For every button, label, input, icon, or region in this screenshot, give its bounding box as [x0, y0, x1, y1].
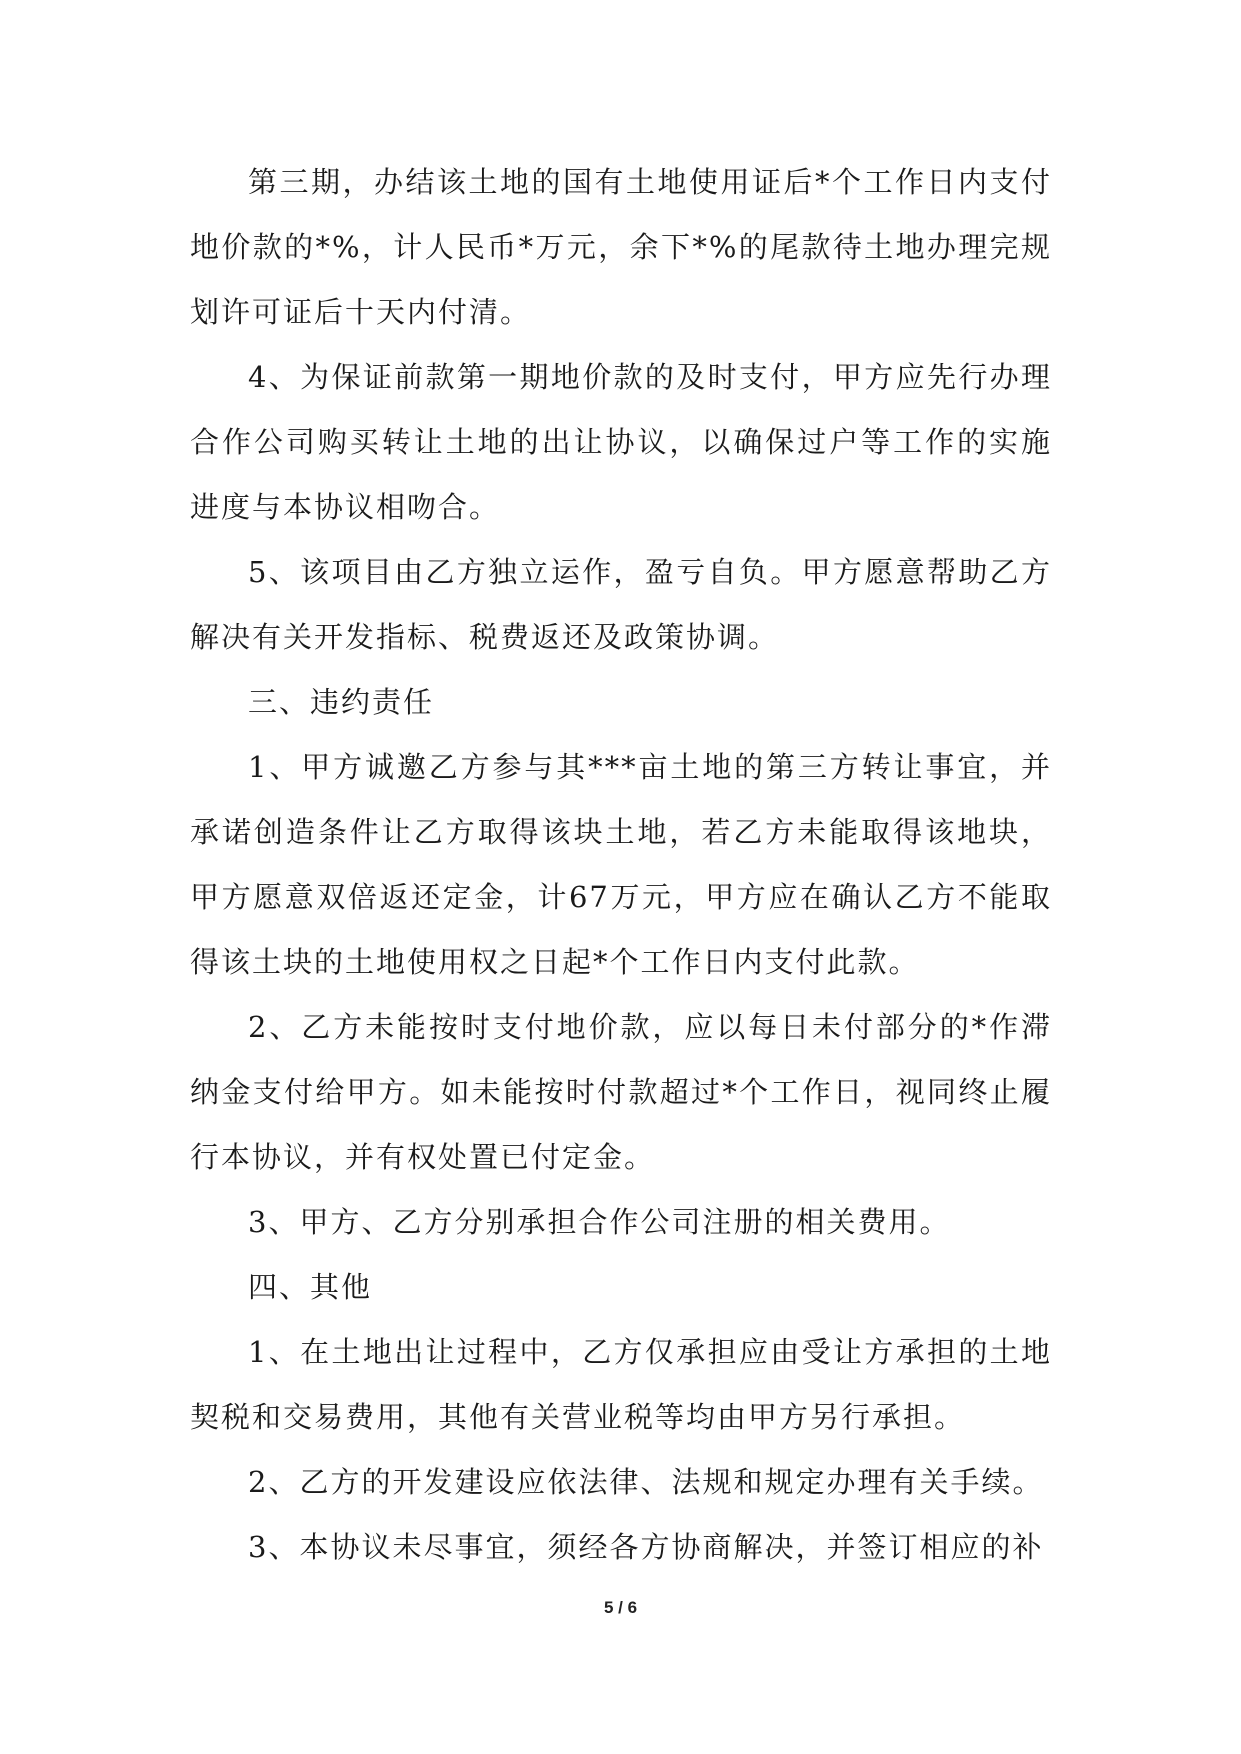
- paragraph-other-clause-2: 2、乙方的开发建设应依法律、法规和规定办理有关手续。: [248, 1465, 1044, 1499]
- page-number: 5 / 6: [603, 1598, 638, 1617]
- paragraph-other-clause-3: 3、本协议未尽事宜，须经各方协商解决，并签订相应的补: [248, 1530, 1044, 1564]
- paragraph-breach-clause-3: 3、甲方、乙方分别承担合作公司注册的相关费用。: [248, 1205, 951, 1239]
- section-heading-breach-liability: 三、违约责任: [248, 685, 435, 719]
- paragraph-breach-clause-2: 2、乙方未能按时支付地价款，应以每日未付部分的*作滞纳金支付给甲方。如未能按时付款超过*个工作日，视同终止履行本协议，并有权处置已付定金。: [190, 1010, 1052, 1174]
- section-heading-other: 四、其他: [248, 1270, 373, 1304]
- paragraph-clause-5: 5、该项目由乙方独立运作，盈亏自负。甲方愿意帮助乙方解决有关开发指标、税费返还及政策协调。: [190, 555, 1052, 654]
- paragraph-other-clause-1: 1、在土地出让过程中，乙方仅承担应由受让方承担的土地契税和交易费用，其他有关营业税等均由甲方另行承担。: [190, 1335, 1052, 1434]
- paragraph-clause-4: 4、为保证前款第一期地价款的及时支付，甲方应先行办理合作公司购买转让土地的出让协议，以确保过户等工作的实施进度与本协议相吻合。: [190, 360, 1052, 524]
- paragraph-phase-three-payment: 第三期，办结该土地的国有土地使用证后*个工作日内支付地价款的*%，计人民币*万元，余下*%的尾款待土地办理完规划许可证后十天内付清。: [190, 165, 1052, 329]
- document-body: [190, 150, 1052, 1580]
- paragraph-breach-clause-1: 1、甲方诚邀乙方参与其***亩土地的第三方转让事宜，并承诺创造条件让乙方取得该块土地，若乙方未能取得该地块，甲方愿意双倍返还定金，计67万元，甲方应在确认乙方不能取得该土块的土地使用权之日起*个工作日内支付此款。: [190, 750, 1052, 979]
